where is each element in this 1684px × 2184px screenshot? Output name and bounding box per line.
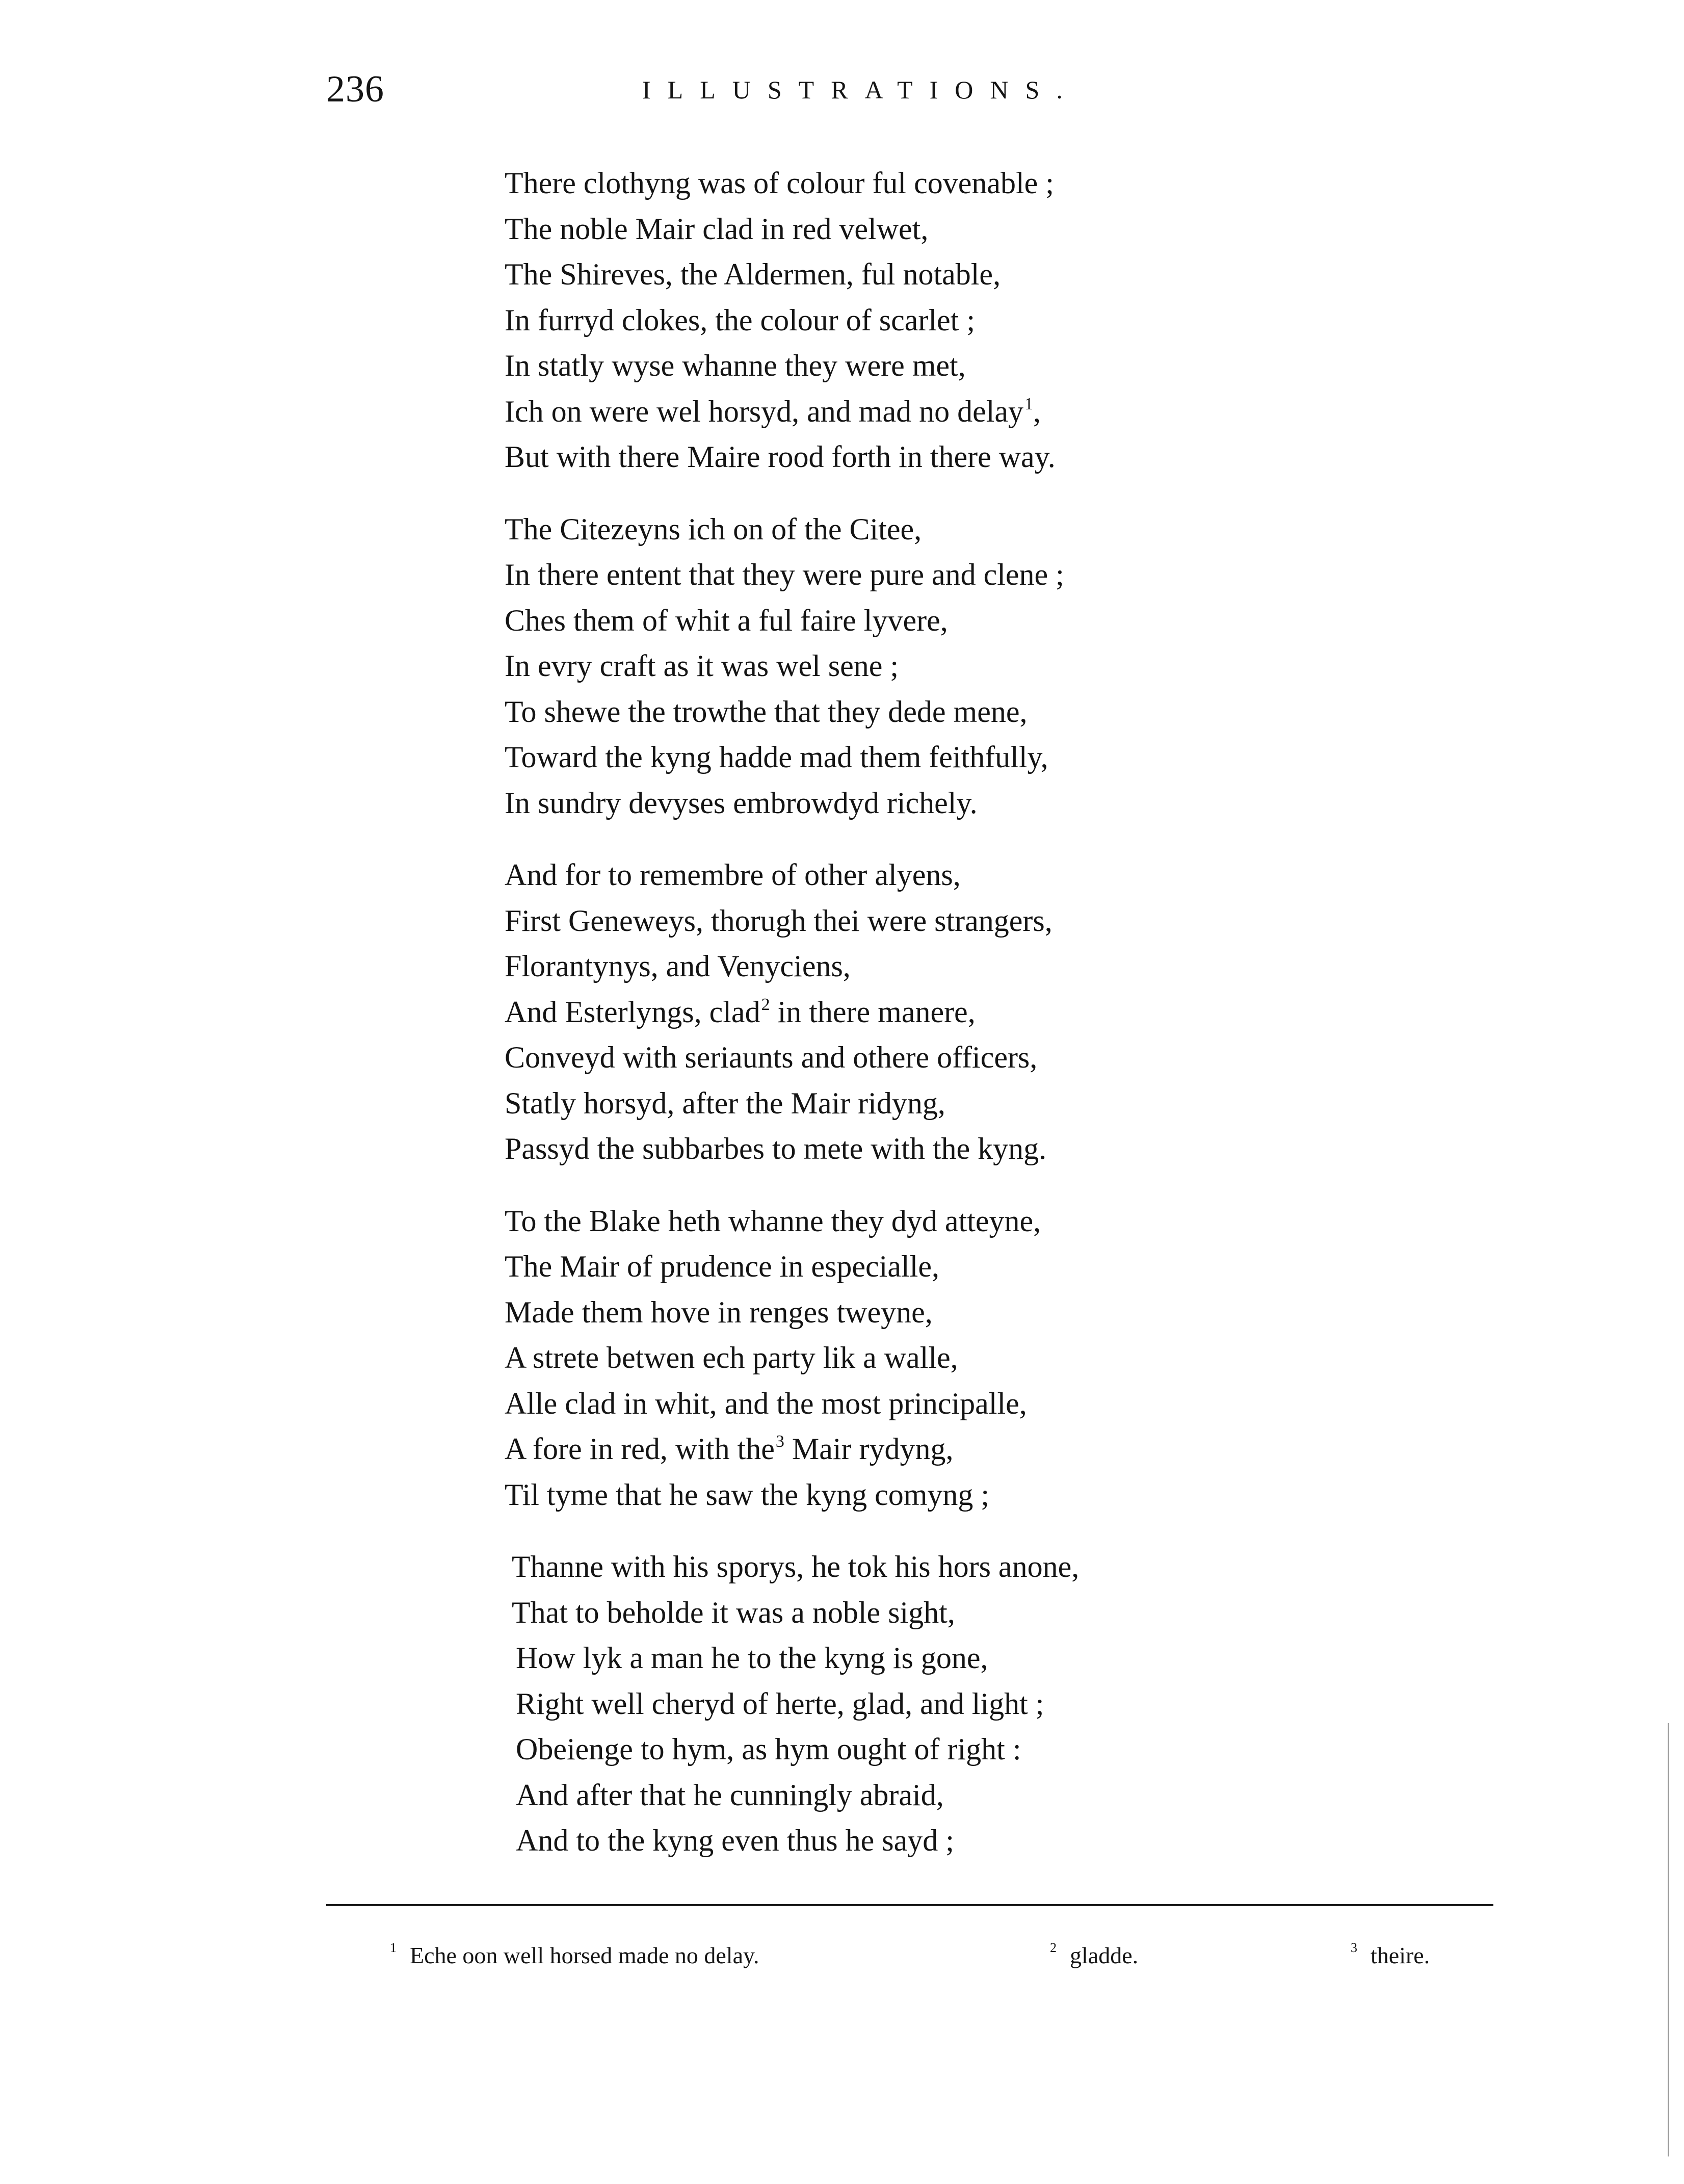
verse-line: To the Blake heth whanne they dyd atteyne, [505,1204,1041,1238]
running-title: ILLUSTRATIONS. [642,75,1080,104]
verse-line: There clothyng was of colour ful covenable ; [505,166,1054,200]
verse-line: The Citezeyns ich on of the Citee, [505,512,922,546]
footnote-mark: 2 [1050,1940,1057,1955]
verse-line: Conveyd with seriaunts and othere officers, [505,1041,1038,1074]
verse-line-text: And Esterlyngs, clad [505,995,760,1029]
footnote-reference: 3 [775,1432,784,1451]
verse-line: But with there Maire rood forth in there way. [505,440,1056,474]
verse-line: In evry craft as it was wel sene ; [505,649,899,683]
verse-line: A strete betwen ech party lik a walle, [505,1341,958,1374]
stanza [505,1199,1249,1518]
verse-line: Florantynys, and Venyciens, [505,949,851,983]
verse-line: Right well cheryd of herte, glad, and light ; [516,1686,1044,1721]
footnote-text: theire. [1371,1942,1430,1968]
verse-line-end: Mair rydyng, [792,1432,954,1466]
page-number: 236 [326,68,384,110]
verse-line [505,990,1249,1035]
footnote-text: Eche oon well horsed made no delay. [410,1942,759,1968]
verse-line: And for to remembre of other alyens, [505,858,961,892]
verse-line: The noble Mair clad in red velwet, [505,212,929,246]
footnote-mark: 1 [390,1940,397,1955]
verse-line: Obeienge to hym, as hym ought of right : [516,1732,1021,1766]
verse-line-text: A fore in red, with the [505,1432,775,1466]
verse-line: Alle clad in whit, and the most principalle, [505,1386,1027,1420]
verse-line: In statly wyse whanne they were met, [505,349,966,382]
verse-line-text: Ich on were wel horsyd, and mad no delay [505,394,1024,428]
verse-line: To shewe the trowthe that they dede mene, [505,694,1028,729]
verse-line: First Geneweys, thorugh thei were strangers, [505,903,1052,938]
verse-line: Toward the kyng hadde mad them feithfully, [505,740,1048,774]
verse-line: Til tyme that he saw the kyng comyng ; [505,1477,990,1512]
verse-line: Made them hove in renges tweyne, [505,1295,933,1329]
verse-line [505,1426,1249,1472]
verse-line: That to beholde it was a noble sight, [512,1595,955,1629]
verse-line: In there entent that they were pure and clene ; [505,558,1064,591]
stanza [512,1544,1249,1864]
footnote [1050,1941,1138,1970]
footnote [1351,1941,1430,1970]
verse-line: In sundry devyses embrowdyd richely. [505,786,978,820]
verse-line: Statly horsyd, after the Mair ridyng, [505,1086,945,1120]
footnote-mark: 3 [1351,1940,1357,1955]
footnote-reference: 1 [1024,394,1034,413]
verse-line: And after that he cunningly abraid, [516,1778,944,1812]
verse-line-end: in there manere, [777,995,976,1029]
verse-line: And to the kyng even thus he sayd ; [516,1824,954,1857]
verse-line: How lyk a man he to the kyng is gone, [516,1641,988,1675]
verse-line-end: , [1033,394,1041,428]
verse-line: The Shireves, the Aldermen, ful notable, [505,257,1001,291]
footnote-divider [326,1904,1493,1906]
footnote [390,1941,759,1970]
footnote-text: gladde. [1070,1942,1139,1968]
poem [505,161,1249,1890]
stanza [505,161,1249,480]
verse-line: Passyd the subbarbes to mete with the kyng. [505,1132,1047,1165]
verse-line: Thanne with his sporys, he tok his hors anone, [512,1550,1080,1583]
verse-line [505,389,1249,435]
verse-line: The Mair of prudence in especialle, [505,1250,939,1283]
verse-line: Ches them of whit a ful faire lyvere, [505,603,948,637]
verse-line: In furryd clokes, the colour of scarlet ; [505,303,975,337]
page-edge-line [1668,1723,1669,2156]
stanza [505,507,1249,826]
footnote-reference: 2 [761,995,770,1014]
stanza [505,852,1249,1172]
